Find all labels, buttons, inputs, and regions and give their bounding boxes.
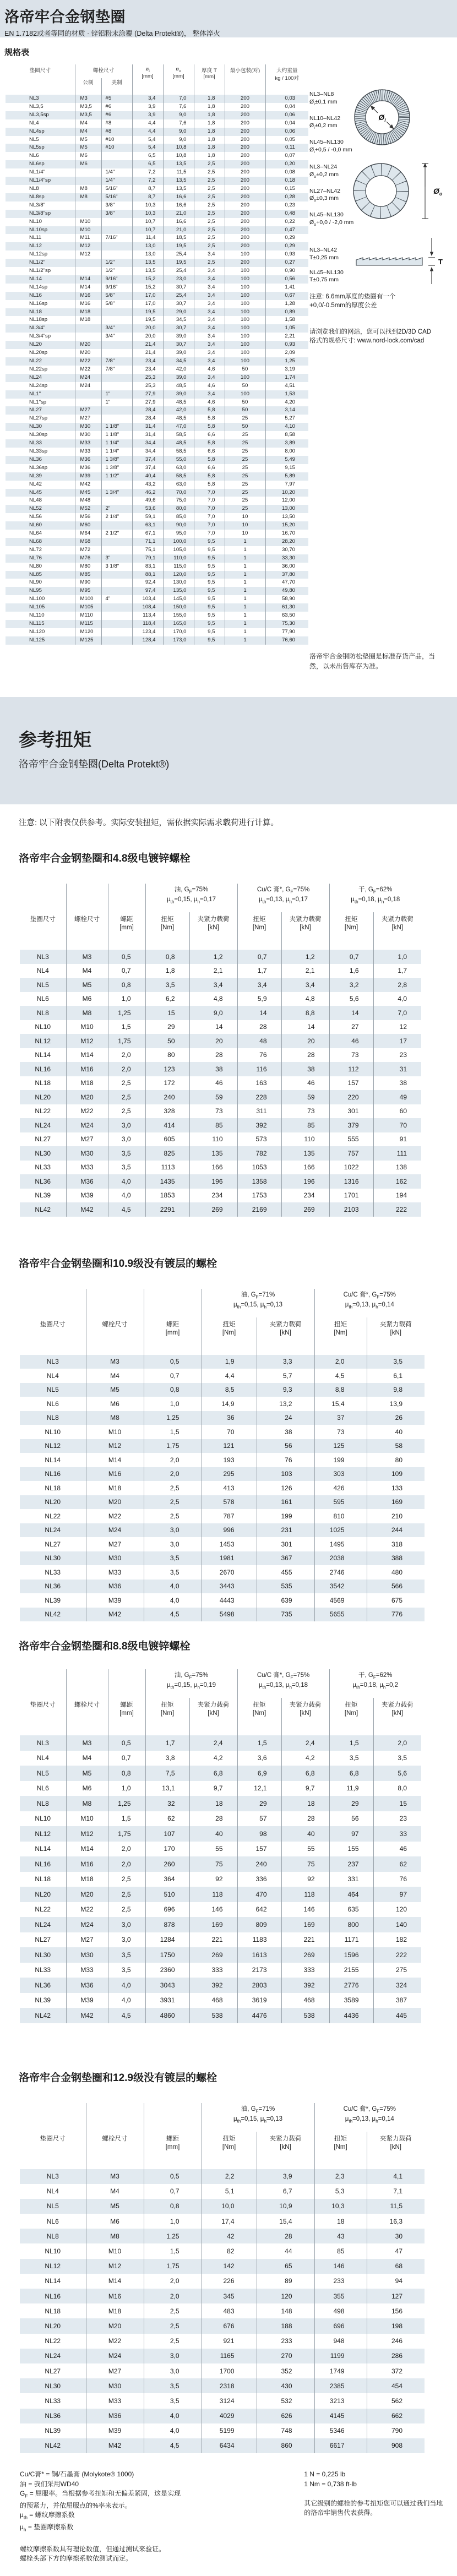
table-row: NL39 M39 1 1/2" 40,4 58,5 5,8 25 5,89 — [6, 472, 308, 481]
table-row: NL12 M12 1,75 107 40 98 40 97 33 — [20, 1826, 421, 1842]
col-clamp-load: 夹紧力载荷 [kN] — [367, 1317, 425, 1355]
table-row: NL45 M45 1 3/4" 46,2 70,0 7,0 25 10,20 — [6, 489, 308, 497]
table-row: NL22 M22 7/8" 23,4 34,5 3,4 100 1,25 — [6, 357, 308, 366]
svg-text:Øo: $Ø_o$ — [433, 187, 443, 197]
col-washer-size: 垫圈尺寸 — [30, 1702, 56, 1708]
table-row: NL8 M8 1,25 42 28 43 30 — [20, 2229, 425, 2243]
spec-section — [0, 46, 457, 688]
washer-outer-diameter-diagram — [348, 160, 453, 224]
spec-table — [6, 64, 308, 645]
table-row: NL1"sp 1" 27,9 48,5 4,6 50 4,20 — [6, 399, 308, 407]
table-row: NL10 M10 1,5 82 44 85 47 — [20, 2243, 425, 2258]
spec-col-inner-diameter: $ø_i$ [mm] — [132, 64, 163, 95]
table-row: NL100 M100 4" 103,4 145,0 9,5 1 58,90 — [6, 595, 308, 603]
torque-table-body — [20, 1355, 425, 1622]
table-row: NL60 M60 63,1 90,0 7,0 10 15,20 — [6, 521, 308, 530]
table-row: NL14 M14 9/16" 15,2 23,0 3,4 100 0,56 — [6, 275, 308, 284]
stock-availability-note: 洛帝牢合金钢防松垫圈是标准存货产品，当 然，以未出售库存为准。 — [309, 652, 436, 670]
lubricant-group-dry: 干, $G_F=62\%$ $\mu_{th}=0,18$, $\mu_h=0,18$ — [329, 884, 421, 912]
table-row: NL30 M30 3,5 1750 269 1613 269 1596 222 — [20, 1947, 421, 1963]
table-row: NL6sp M6 6,5 13,5 2,5 200 0,20 — [6, 160, 308, 168]
lubricant-group-dry: 干, $G_F=62\%$ $\mu_{th}=0,18$, $\mu_h=0,2$ — [329, 1669, 421, 1698]
table-row: NL18 M18 2,5 364 92 336 92 331 76 — [20, 1872, 421, 1887]
table-row: NL6 M6 6,5 10,8 1,8 200 0,07 — [6, 152, 308, 160]
spec-table-header — [6, 64, 308, 95]
table-row: NL52 M52 2" 53,6 80,0 7,0 25 13,00 — [6, 505, 308, 513]
col-torque: 扭矩 [Nm] — [145, 1698, 189, 1735]
table-row: NL11 M11 7/16" 11,4 18,5 2,5 200 0,29 — [6, 234, 308, 242]
table-row: NL4 M4 0,7 1,8 2,1 1,7 2,1 1,6 1,7 — [20, 964, 421, 978]
lubricant-group-oil: 油, $G_F=71\%$ $\mu_{th}=0,15$, $\mu_h=0,13$ — [202, 1289, 314, 1317]
washer-inner-diameter-diagram — [348, 86, 420, 150]
col-torque: 扭矩 [Nm] — [314, 1317, 367, 1355]
table-row: NL22 M22 2,5 787 199 810 210 — [20, 1509, 425, 1523]
table-row: NL24 M24 3,0 414 85 392 85 379 70 — [20, 1118, 421, 1132]
lubricant-group-paste: Cu/C 膏*, $G_F=75\%$ $\mu_{th}=0,13$, $\mu_h=0,18$ — [237, 1669, 329, 1698]
col-clamp-load: 夹紧力载荷 [kN] — [281, 912, 329, 950]
cad-download-note: 请浏览我们的网站，您可以找到2D/3D CAD 格式的规格尺寸: www.nord-lock.com/cad — [309, 329, 432, 344]
table-row: NL8 M8 5/16" 8,7 13,5 2,5 200 0,15 — [6, 185, 308, 193]
table-row: NL68 M68 71,1 100,0 9,5 1 28,20 — [6, 538, 308, 546]
table-row: NL56 M56 2 1/4" 59,1 85,0 7,0 10 13,50 — [6, 513, 308, 521]
table-row: NL39 M39 4,0 4443 639 4569 675 — [20, 1593, 425, 1608]
table-row: NL64 M64 2 1/2" 67,1 95,0 7,0 10 16,70 — [6, 530, 308, 538]
page-title: 洛帝牢合金钢垫圈 — [4, 9, 126, 25]
torque-table-body — [20, 1735, 421, 2023]
table-row: NL14 M14 2,0 226 89 233 94 — [20, 2274, 425, 2289]
table-row: NL6 M6 1,0 6,2 4,8 5,9 4,8 5,6 4,0 — [20, 992, 421, 1006]
table-row: NL20 M20 2,5 510 118 470 118 464 97 — [20, 1887, 421, 1902]
table-row: NL36 M36 4,0 3443 535 3542 566 — [20, 1580, 425, 1594]
table-row: NL120 M120 123,4 170,0 9,5 1 77,90 — [6, 628, 308, 636]
page-header — [0, 0, 457, 37]
table-row: NL6 M6 1,0 14,9 13,2 15,4 13,9 — [20, 1397, 425, 1411]
col-clamp-load: 夹紧力载荷 [kN] — [281, 1698, 329, 1735]
table-row: NL1/2" 1/2" 13,5 19,5 2,5 200 0,27 — [6, 259, 308, 267]
col-clamp-load: 夹紧力载荷 [kN] — [367, 2132, 425, 2169]
table-row: NL3 M3 #5 3,4 7,0 1,8 200 0,03 — [6, 95, 308, 103]
table-row: NL16 M16 2,0 260 75 240 75 237 62 — [20, 1856, 421, 1872]
table-row: NL16 M16 5/8" 17,0 25,4 3,4 100 0,67 — [6, 292, 308, 300]
table-row: NL4 M4 0,7 4,4 5,7 4,5 6,1 — [20, 1369, 425, 1383]
col-clamp-load: 夹紧力载荷 [kN] — [257, 1317, 314, 1355]
torque-section-header — [0, 697, 457, 804]
table-row: NL110 M110 113,4 155,0 9,5 1 63,50 — [6, 612, 308, 620]
table-row: NL90 M90 92,4 130,0 9,5 1 47,70 — [6, 579, 308, 587]
table-row: NL16 M16 2,0 345 120 355 127 — [20, 2289, 425, 2303]
torque-notice: 注意: 以下附表仅供参考。实际安装扭矩，需依据实际需求载荷进行计算。 — [19, 819, 279, 827]
table-row: NL22sp M22 7/8" 23,4 42,0 4,6 50 3,19 — [6, 366, 308, 374]
table-row: NL4sp M4 #8 4,4 9,0 1,8 200 0,06 — [6, 128, 308, 136]
table-row: NL1/4"sp 1/4" 7,2 13,5 2,5 200 0,18 — [6, 177, 308, 185]
table-row: NL36 M36 4,0 4029 626 4145 662 — [20, 2409, 425, 2423]
table-row: NL27 M27 3,0 1284 221 1183 221 1171 182 — [20, 1932, 421, 1948]
table-row: NL42 M42 4,5 2291 269 2169 269 2103 222 — [20, 1202, 421, 1217]
table-row: NL4 M4 #8 4,4 7,6 1,8 200 0,04 — [6, 119, 308, 128]
table-row: NL14 M14 2,0 80 28 76 28 73 23 — [20, 1048, 421, 1063]
table-row: NL18 M18 19,5 29,0 3,4 100 0,89 — [6, 308, 308, 317]
table-row: NL1/4" 1/4" 7,2 11,5 2,5 200 0,08 — [6, 168, 308, 177]
spec-col-weight: 大约重量 kg / 100对 — [265, 64, 308, 95]
table-row: NL72 M72 75,1 105,0 9,5 1 30,70 — [6, 546, 308, 554]
torque-table-header — [20, 884, 421, 950]
torque-table-title-10-9: 洛帝牢合金钢垫圈和10.9级没有镀层的螺栓 — [19, 1257, 217, 1270]
table-row: NL12 M12 1,75 50 20 48 20 46 17 — [20, 1034, 421, 1048]
torque-table-title-8-8: 洛帝牢合金钢垫圈和8.8级电镀锌螺栓 — [19, 1641, 191, 1652]
table-row: NL24 M24 3,0 878 169 809 169 800 140 — [20, 1917, 421, 1932]
table-row: NL30 M30 3,5 2318 430 2385 454 — [20, 2378, 425, 2393]
lubricant-group-oil: 油, $G_F=75\%$ $\mu_{th}=0,15$, $\mu_h=0,19$ — [145, 1669, 237, 1698]
table-row: NL12 M12 1,75 121 56 125 58 — [20, 1439, 425, 1453]
table-row: NL33 M33 3,5 3124 532 3213 562 — [20, 2393, 425, 2408]
torque-table-header — [20, 1289, 425, 1355]
table-row: NL10 M10 10,7 16,6 2,5 200 0,22 — [6, 218, 308, 226]
table-row: NL27 M27 3,0 1700 352 1749 372 — [20, 2363, 425, 2378]
col-clamp-load: 夹紧力载荷 [kN] — [373, 912, 421, 950]
table-row: NL33 M33 1 1/4" 34,4 48,5 5,8 25 3,89 — [6, 439, 308, 448]
table-row: NL14 M14 2,0 193 76 199 80 — [20, 1453, 425, 1467]
col-torque: 扭矩 [Nm] — [314, 2132, 367, 2169]
table-row: NL27 M27 3,0 1453 301 1495 318 — [20, 1537, 425, 1551]
table-row: NL20 M20 2,5 676 188 696 198 — [20, 2318, 425, 2333]
table-row: NL20 M20 2,5 578 161 595 169 — [20, 1495, 425, 1510]
torque-table-8-8 — [20, 1669, 421, 2023]
table-row: NL33 M33 3,5 2360 333 2173 333 2155 275 — [20, 1963, 421, 1978]
footnotes-conversions: 1 N = 0,225 lb 1 Nm = 0,738 ft-lb 其它级别的螺栓的参考扭矩您可以通过我们当地 的洛帝牢销售代表获得。 — [304, 2470, 443, 2517]
col-torque: 扭矩 [Nm] — [202, 2132, 257, 2169]
col-clamp-load: 夹紧力载荷 [kN] — [257, 2132, 314, 2169]
torque-table-4-8 — [20, 884, 421, 1217]
table-row: NL10 M10 1,5 29 14 28 14 27 12 — [20, 1020, 421, 1034]
table-row: NL4 M4 0,7 5,1 6,7 5,3 7,1 — [20, 2184, 425, 2199]
table-row: NL16sp M16 5/8" 17,0 30,7 3,4 100 1,28 — [6, 300, 308, 308]
table-row: NL85 M85 88,1 120,0 9,5 1 37,80 — [6, 571, 308, 579]
table-row: NL24 M24 3,0 1165 270 1199 286 — [20, 2349, 425, 2363]
spec-table-body — [6, 95, 308, 645]
table-row: NL22 M22 2,5 328 73 311 73 301 60 — [20, 1104, 421, 1119]
footnotes-definitions: Cu/C膏* = 铜/石墨膏 (Molykote® 1000) 油 = 我们采用WD40 $G_F$ = 屈服率。当根据参考扭矩和无偏差紧固，这是实现 的预紧力，并依屈服点的%率来表示。 $\mu_{th}$ = 螺纹摩擦系数 $\mu_h$ = 垫圈摩擦系数 螺纹摩擦系数具有理论数值，但通过测试来验证。 螺栓头部下方的摩擦系数依测试而定。 — [20, 2470, 181, 2563]
col-pitch: 螺距 [mm] — [144, 2132, 202, 2169]
footnotes — [20, 2470, 457, 2564]
table-row: NL22 M22 2,5 921 233 948 246 — [20, 2334, 425, 2349]
table-row: NL22 M22 2,5 696 146 642 146 635 120 — [20, 1902, 421, 1918]
table-row: NL18 M18 2,5 413 126 426 133 — [20, 1481, 425, 1495]
torque-table-body — [20, 950, 421, 1217]
table-row: NL6 M6 1,0 13,1 9,7 12,1 9,7 11,9 8,0 — [20, 1781, 421, 1796]
torque-table-title-12-9: 洛帝牢合金钢垫圈和12.9级没有镀层的螺栓 — [19, 2072, 217, 2084]
svg-text:Øi: $Ø_i$ — [378, 113, 386, 123]
table-row: NL24 M24 25,3 39,0 3,4 100 1,74 — [6, 374, 308, 382]
table-row: NL1/2"sp 1/2" 13,5 25,4 3,4 100 0,90 — [6, 267, 308, 275]
table-row: NL33sp M33 1 1/4" 34,4 58,5 6,6 25 8,00 — [6, 448, 308, 456]
table-row: NL8sp M8 5/16" 8,7 16,6 2,5 200 0,28 — [6, 193, 308, 201]
torque-table-10-9 — [20, 1289, 425, 1622]
spec-diagram-column — [308, 46, 456, 688]
table-row: NL5 M5 0,8 10,0 10,9 10,3 11,5 — [20, 2199, 425, 2214]
table-row: NL14sp M14 9/16" 15,2 30,7 3,4 100 1,41 — [6, 284, 308, 292]
col-torque: 扭矩 [Nm] — [145, 912, 189, 950]
table-row: NL30sp M30 1 1/8" 31,4 58,5 6,6 25 8,58 — [6, 431, 308, 439]
table-row: NL27 M27 28,4 42,0 5,8 50 3,14 — [6, 406, 308, 415]
col-washer-size: 垫圈尺寸 — [40, 2135, 66, 2142]
table-row: NL5 M5 0,8 3,5 3,4 3,4 3,4 3,2 2,8 — [20, 978, 421, 992]
table-row: NL10 M10 1,5 62 28 57 28 56 23 — [20, 1811, 421, 1827]
table-row: NL36 M36 4,0 3043 392 2803 392 2776 324 — [20, 1978, 421, 1993]
spec-col-thickness: 厚度 T [mm] — [194, 64, 225, 95]
spec-col-washer: 垫圈尺寸 — [29, 68, 51, 74]
table-row: NL33 M33 3,5 1113 166 1053 166 1022 138 — [20, 1161, 421, 1175]
table-row: NL3/8" 3/8" 10,3 16,6 2,5 200 0,23 — [6, 201, 308, 210]
table-row: NL76 M76 3" 79,1 110,0 9,5 1 33,30 — [6, 554, 308, 563]
torque-table-header — [20, 2103, 425, 2169]
table-row: NL5 M5 0,8 8,5 9,3 8,8 9,8 — [20, 1383, 425, 1397]
col-bolt-size: 螺栓尺寸 — [66, 1698, 108, 1735]
table-row: NL18 M18 2,5 483 148 498 156 — [20, 2303, 425, 2318]
table-row: NL12 M12 13,0 19,5 2,5 200 0,29 — [6, 242, 308, 250]
lubricant-group-oil: 油, $G_F=71\%$ $\mu_{th}=0,15$, $\mu_h=0,13$ — [202, 2103, 314, 2132]
col-pitch: 螺距 [mm] — [144, 1317, 202, 1355]
table-row: NL39 M39 4,0 1853 234 1753 234 1701 194 — [20, 1189, 421, 1203]
table-row: NL48 M48 49,6 75,0 7,0 25 12,00 — [6, 497, 308, 505]
table-row: NL42 M42 4,5 4860 538 4476 538 4436 445 — [20, 2008, 421, 2023]
table-row: NL3 M3 0,5 0,8 1,2 0,7 1,2 0,7 1,0 — [20, 950, 421, 964]
table-row: NL3/4" 3/4" 20,0 30,7 3,4 100 1,05 — [6, 324, 308, 333]
table-row: NL27 M27 3,0 605 110 573 110 555 91 — [20, 1132, 421, 1147]
table-row: NL105 M105 108,4 150,0 9,5 1 61,30 — [6, 603, 308, 612]
table-row: NL1" 1" 27,9 39,0 3,4 100 1,53 — [6, 390, 308, 399]
table-row: NL14 M14 2,0 170 55 157 55 155 46 — [20, 1842, 421, 1857]
lubricant-group-oil: 油, $G_F=75\%$ $\mu_{th}=0,15$, $\mu_h=0,17$ — [145, 884, 237, 912]
col-washer-size: 垫圈尺寸 — [30, 916, 56, 923]
table-row: NL12sp M12 13,0 25,4 3,4 100 0,93 — [6, 250, 308, 259]
table-row: NL8 M8 1,25 32 18 29 18 29 15 — [20, 1796, 421, 1811]
table-row: NL80 M80 3 1/8" 83,1 115,0 9,5 1 36,00 — [6, 563, 308, 571]
table-row: NL36 M36 4,0 1435 196 1358 196 1316 162 — [20, 1174, 421, 1189]
spec-col-outer-diameter: $ø_o$ [mm] — [163, 64, 194, 95]
table-row: NL8 M8 1,25 36 24 37 26 — [20, 1411, 425, 1425]
table-row: NL30 M30 1 1/8" 31,4 47,0 5,8 50 4,10 — [6, 423, 308, 431]
lubricant-group-paste: Cu/C 膏*, $G_F=75\%$ $\mu_{th}=0,13$, $\mu_h=0,14$ — [314, 2103, 425, 2132]
torque-table-body — [20, 2169, 425, 2454]
torque-table-title-4-8: 洛帝牢合金钢垫圈和4.8级电镀锌螺栓 — [19, 853, 191, 864]
table-row: NL3,5sp M3,5 #6 3,9 9,0 1,8 200 0,06 — [6, 111, 308, 119]
outer-diameter-tolerances: NL3–NL24 $Ø_o\pm 0,2$ mm NL27–NL42 $Ø_o\pm 0,3$ mm NL45–NL130 $Ø_o+0,0 / -2,0$ mm — [309, 164, 354, 227]
table-row: NL10 M10 1,5 70 38 73 40 — [20, 1425, 425, 1439]
col-torque: 扭矩 [Nm] — [202, 1317, 257, 1355]
page-subtitle: EN 1.7182或者等同的材质 · 锌铝粉末涂覆 (Delta Protekt®)， 整体淬火 — [4, 30, 220, 37]
inner-diameter-tolerances: NL3–NL8 $Ø_i\pm 0,1$ mm NL10–NL42 $Ø_i\pm 0,2$ mm NL45–NL130 $Ø_i+0,5 / -0,0$ mm — [309, 91, 352, 154]
col-pitch: 螺距 [mm] — [108, 912, 145, 950]
col-torque: 扭矩 [Nm] — [329, 1698, 373, 1735]
lubricant-group-paste: Cu/C 膏*, $G_F=75\%$ $\mu_{th}=0,13$, $\mu_h=0,17$ — [237, 884, 329, 912]
table-row: NL95 M95 97,4 135,0 9,5 1 49,80 — [6, 587, 308, 595]
torque-section-subtitle: 洛帝牢合金钢垫圈(Delta Protekt®) — [19, 759, 170, 770]
table-row: NL20sp M20 21,4 39,0 3,4 100 2,09 — [6, 349, 308, 357]
spec-col-min-pack: 最小包装(对) — [225, 64, 265, 95]
table-row: NL39 M39 4,0 3931 468 3619 468 3589 387 — [20, 1993, 421, 2008]
col-torque: 扭矩 [Nm] — [237, 912, 281, 950]
table-row: NL3 M3 0,5 2,2 3,9 2,3 4,1 — [20, 2169, 425, 2184]
table-row: NL18sp M18 19,5 34,5 3,4 100 1,58 — [6, 316, 308, 324]
table-row: NL5sp M5 #10 5,4 10,8 1,8 200 0,11 — [6, 144, 308, 152]
table-row: NL36sp M36 1 3/8" 37,4 63,0 6,6 25 9,15 — [6, 464, 308, 472]
table-row: NL24sp M24 25,3 48,5 4,6 50 4,51 — [6, 382, 308, 390]
table-row: NL36 M36 1 3/8" 37,4 55,0 5,8 25 5,49 — [6, 456, 308, 464]
col-clamp-load: 夹紧力载荷 [kN] — [189, 1698, 237, 1735]
torque-table-12-9 — [20, 2103, 425, 2454]
spec-col-bolt: 螺栓尺寸 — [75, 64, 132, 78]
col-bolt-size: 螺栓尺寸 — [86, 1317, 144, 1355]
table-row: NL16 M16 2,0 295 103 303 109 — [20, 1467, 425, 1482]
col-pitch: 螺距 [mm] — [108, 1698, 145, 1735]
col-bolt-size: 螺栓尺寸 — [86, 2132, 144, 2169]
table-row: NL39 M39 4,0 5199 748 5346 790 — [20, 2423, 425, 2438]
table-row: NL42 M42 4,5 6434 860 6617 908 — [20, 2438, 425, 2453]
table-row: NL30 M30 3,5 825 135 782 135 757 111 — [20, 1146, 421, 1161]
col-bolt-size: 螺栓尺寸 — [66, 912, 108, 950]
torque-table-header — [20, 1669, 421, 1735]
table-row: NL5 M5 #10 5,4 9,0 1,8 200 0,05 — [6, 136, 308, 144]
col-torque: 扭矩 [Nm] — [329, 912, 373, 950]
table-row: NL12 M12 1,75 142 65 146 68 — [20, 2259, 425, 2274]
table-row: NL18 M18 2,5 172 46 163 46 157 38 — [20, 1076, 421, 1091]
table-row: NL20 M20 21,4 30,7 3,4 100 0,93 — [6, 341, 308, 349]
table-row: NL8 M8 1,25 15 9,0 14 8,8 14 7,0 — [20, 1006, 421, 1020]
table-row: NL3/4"sp 3/4" 20,0 39,0 3,4 100 2,21 — [6, 333, 308, 341]
table-row: NL16 M16 2,0 123 38 116 38 112 31 — [20, 1062, 421, 1076]
table-row: NL125 M125 128,4 173,0 9,5 1 76,60 — [6, 636, 308, 645]
table-row: NL27sp M27 28,4 48,5 5,8 25 5,27 — [6, 415, 308, 423]
col-torque: 扭矩 [Nm] — [237, 1698, 281, 1735]
table-row: NL6 M6 1,0 17,4 15,4 18 16,3 — [20, 2214, 425, 2229]
col-clamp-load: 夹紧力载荷 [kN] — [189, 912, 237, 950]
table-row: NL20 M20 2,5 240 59 228 59 220 49 — [20, 1090, 421, 1104]
lubricant-group-paste: Cu/C 膏*, $G_F=75\%$ $\mu_{th}=0,13$, $\mu_h=0,14$ — [314, 1289, 425, 1317]
table-row: NL33 M33 3,5 2670 455 2746 480 — [20, 1565, 425, 1580]
thickness-tolerances: NL3–NL42 T±0,25 mm NL45–NL130 T±0,75 mm — [309, 247, 344, 283]
table-row: NL10sp M10 10,7 21,0 2,5 200 0,47 — [6, 226, 308, 235]
table-row: NL5 M5 0,8 7,5 6,8 6,9 6,8 6,8 5,6 — [20, 1766, 421, 1781]
table-row: NL3/8"sp 3/8" 10,3 21,0 2,5 200 0,48 — [6, 210, 308, 218]
washer-thickness-diagram — [348, 233, 457, 288]
col-clamp-load: 夹紧力载荷 [kN] — [373, 1698, 421, 1735]
table-row: NL24 M24 3,0 996 231 1025 244 — [20, 1523, 425, 1538]
col-washer-size: 垫圈尺寸 — [40, 1321, 66, 1328]
table-row: NL42 M42 43,2 63,0 5,8 25 7,97 — [6, 481, 308, 489]
table-row: NL30 M30 3,5 1981 367 2038 388 — [20, 1551, 425, 1566]
spec-col-imperial: 美制 — [101, 78, 132, 95]
svg-text:T: T — [438, 258, 443, 266]
thickness-tolerance-note: 注意: 6.6mm厚度的垫圈有一个 +0,0/-0.5mm的厚度公差 — [309, 293, 396, 309]
spec-col-metric: 公制 — [75, 78, 101, 95]
table-row: NL4 M4 0,7 3,8 4,2 3,6 4,2 3,5 3,5 — [20, 1751, 421, 1766]
table-row: NL3 M3 0,5 1,9 3,3 2,0 3,5 — [20, 1355, 425, 1369]
table-row: NL3 M3 0,5 1,7 2,4 1,5 2,4 1,5 2,0 — [20, 1735, 421, 1751]
spec-section-title: 规格表 — [4, 48, 30, 57]
table-row: NL42 M42 4,5 5498 735 5655 776 — [20, 1608, 425, 1622]
table-row: NL3,5 M3,5 #6 3,9 7,6 1,8 200 0,04 — [6, 103, 308, 111]
table-row: NL115 M115 118,4 165,0 9,5 1 75,30 — [6, 620, 308, 628]
torque-section-title: 参考扭矩 — [19, 729, 91, 750]
